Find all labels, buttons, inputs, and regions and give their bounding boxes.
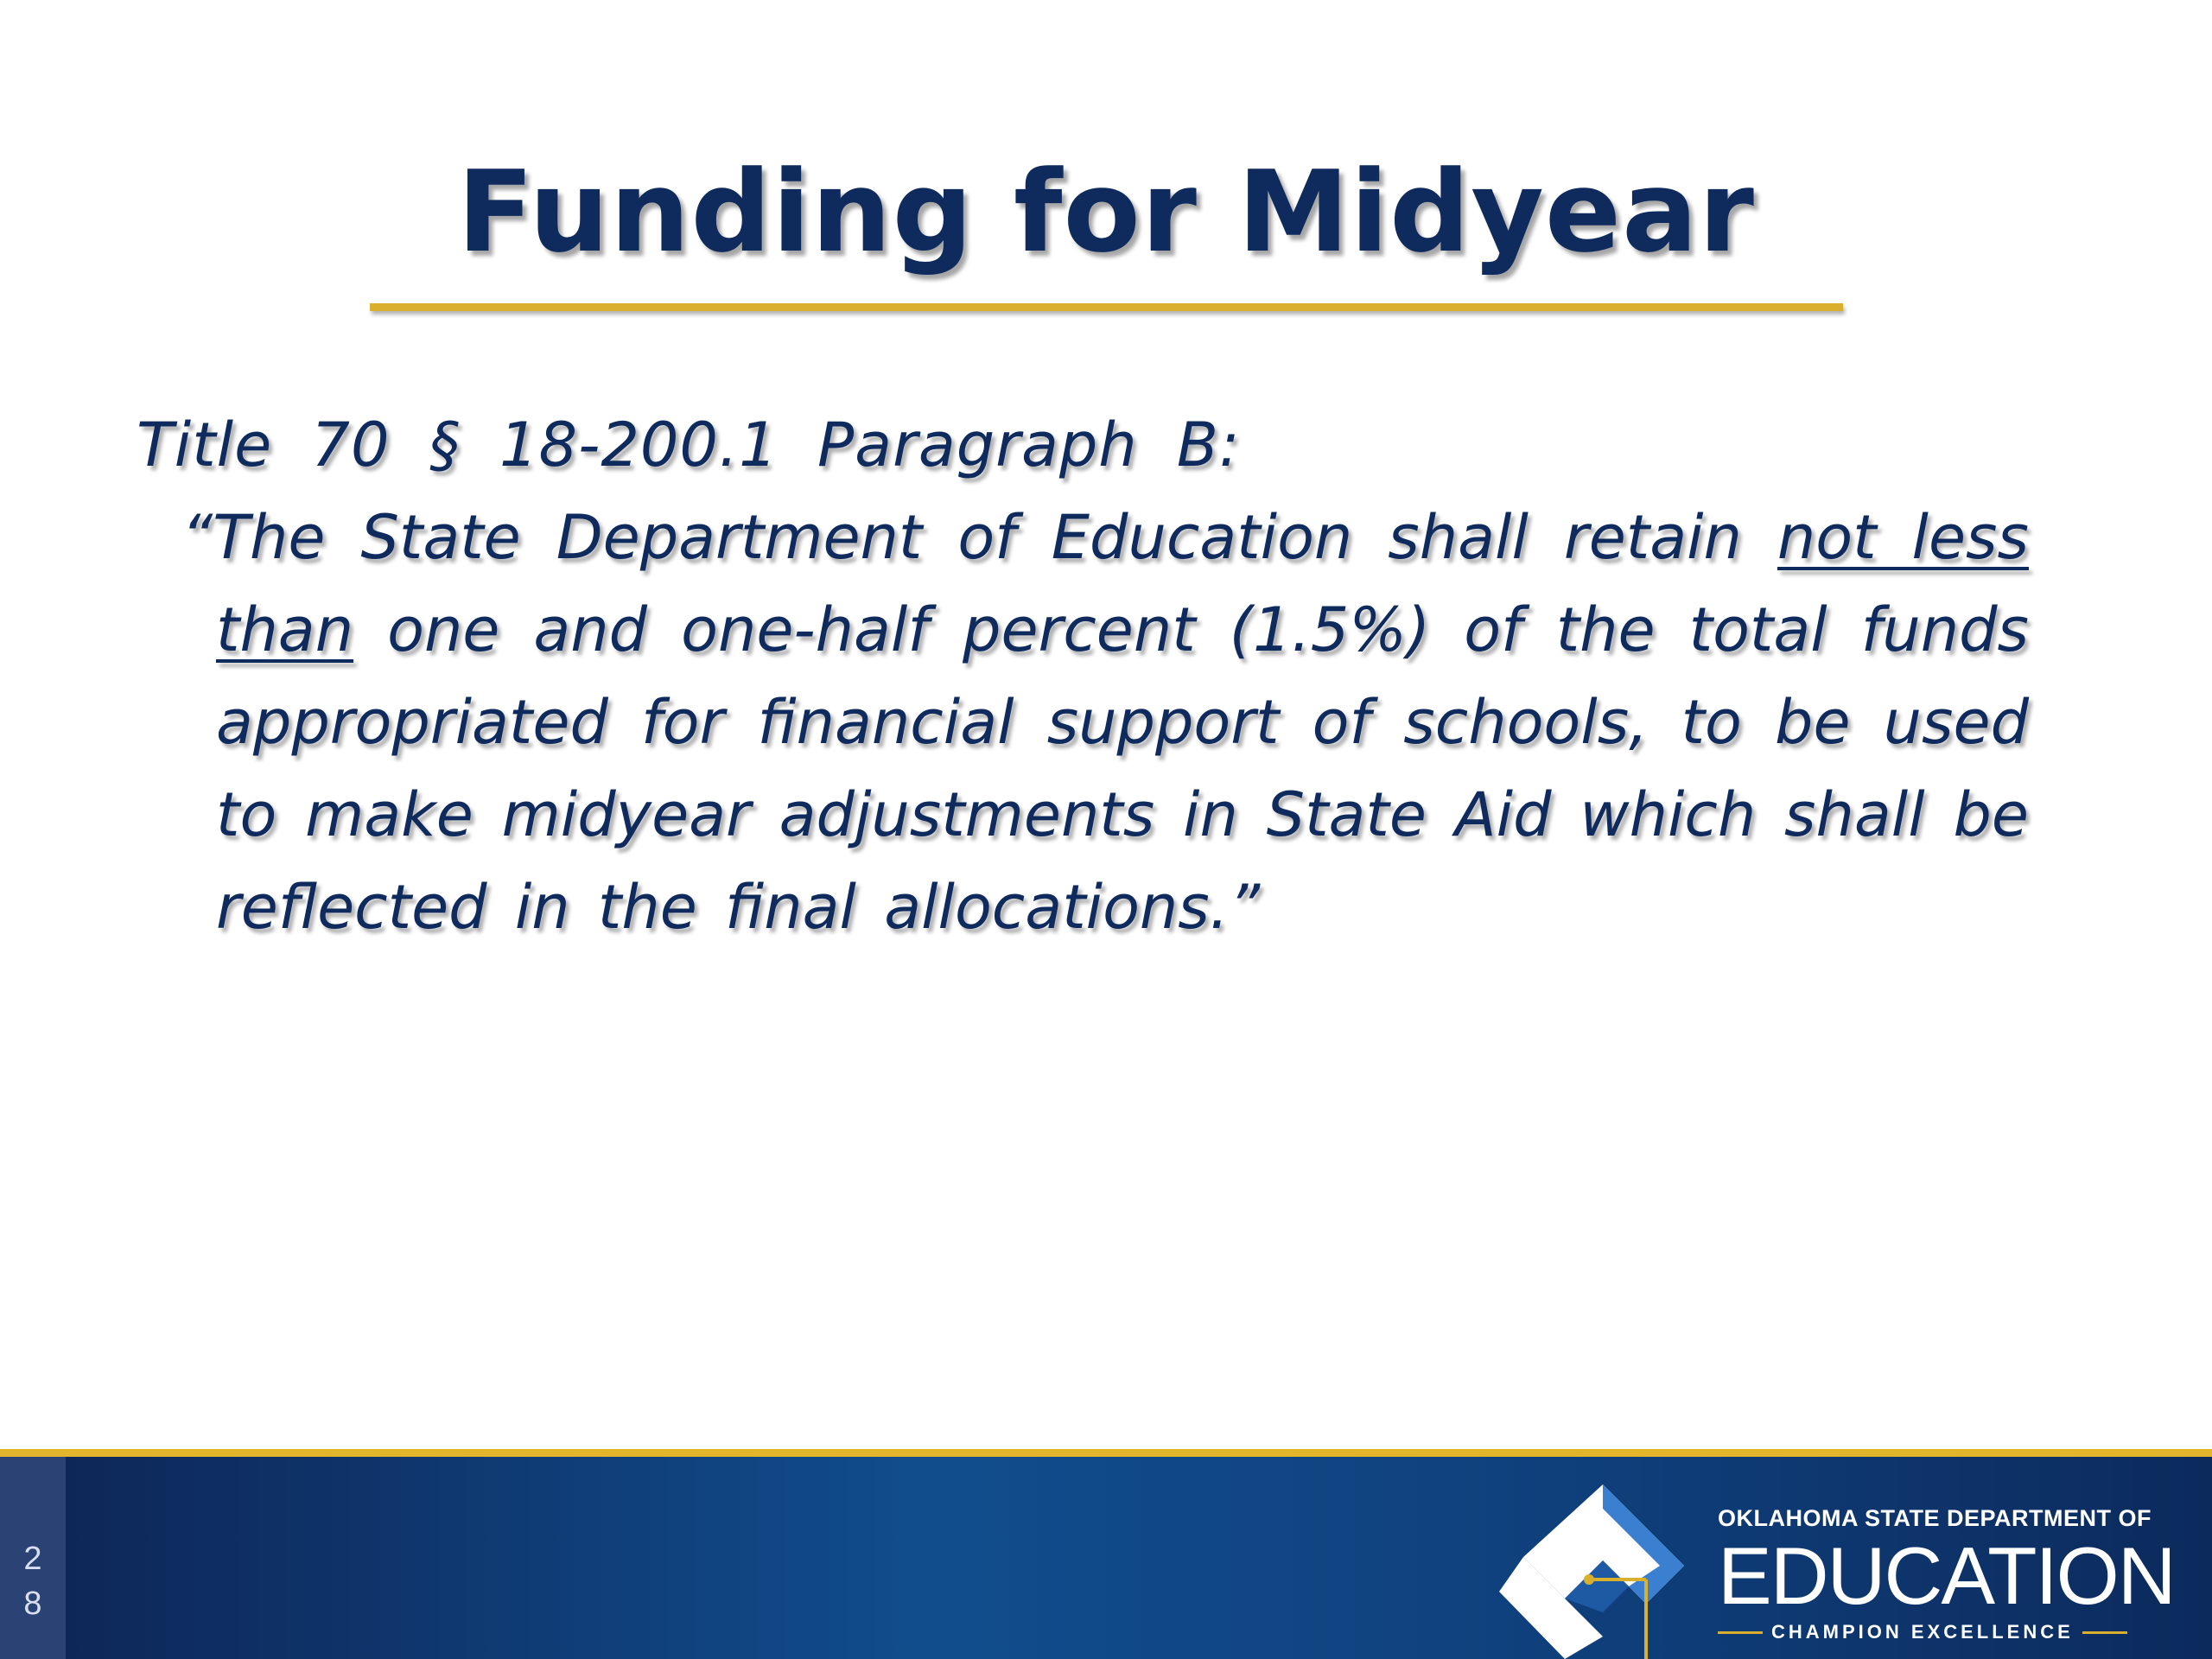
logo-top-line: OKLAHOMA STATE DEPARTMENT OF (1718, 1505, 2152, 1531)
logo-tagline-text: CHAMPION EXCELLENCE (1771, 1621, 2074, 1643)
title-underline-rule (370, 303, 1843, 311)
quote-text-end: one and one-half percent (1.5%) of the total funds appropriated for financial support of schools, to be used to make midyear adjustments in State Aid which shall be reflected in the final allocations.” (216, 594, 2029, 943)
statute-reference: Title 70 § 18-200.1 Paragraph B: (137, 410, 1241, 480)
tagline-dash-right (2082, 1631, 2127, 1634)
tagline-dash-left (1718, 1631, 1763, 1634)
logo-main-word: EDUCATION (1718, 1530, 2175, 1621)
slide-body (137, 399, 2081, 954)
diamond-emblem-icon (1499, 1479, 1689, 1659)
slide-title: Funding for Midyear (457, 146, 1755, 277)
footer-gold-stripe (0, 1449, 2212, 1457)
logo-wordmark (1718, 1503, 2175, 1643)
page-number: 2 8 (23, 1541, 42, 1622)
quote-emphasis: not less than (216, 502, 2029, 665)
statute-quote (181, 492, 2029, 954)
quote-text-start: “The State Department of Education shall retain (181, 502, 1777, 573)
logo-tagline (1718, 1621, 2167, 1643)
